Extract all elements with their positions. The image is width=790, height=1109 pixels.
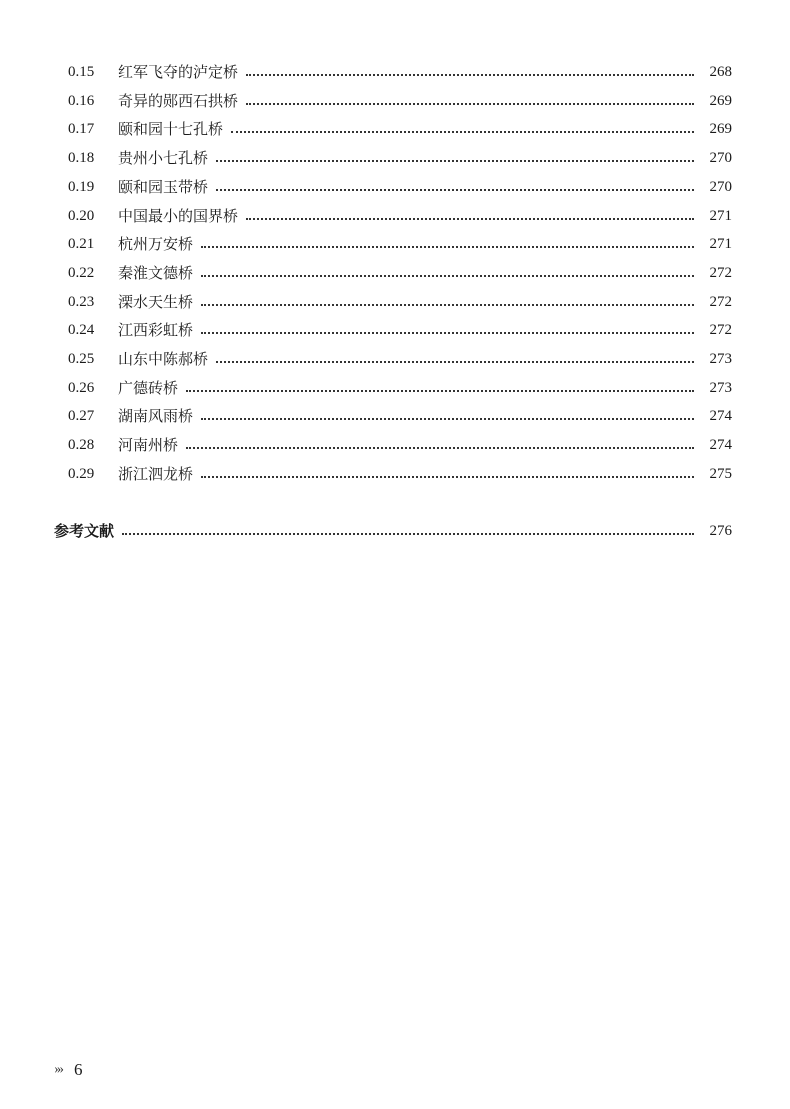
entry-title: 秦淮文德桥 xyxy=(118,263,194,282)
leader-dots xyxy=(231,131,694,133)
toc-entry[interactable] xyxy=(0,345,790,373)
toc-entry[interactable] xyxy=(0,202,790,230)
entry-page: 270 xyxy=(709,178,732,195)
leader-dots xyxy=(201,246,694,248)
leader-dots xyxy=(201,476,694,478)
entry-page: 273 xyxy=(709,379,732,396)
entry-title: 湖南风雨桥 xyxy=(118,407,194,426)
entry-title: 杭州万安桥 xyxy=(118,235,194,254)
entry-title: 溧水天生桥 xyxy=(118,292,194,311)
entry-title: 红军飞夺的泸定桥 xyxy=(118,63,239,81)
page-footer xyxy=(54,1060,83,1080)
toc-entry[interactable] xyxy=(0,259,790,287)
leader-dots xyxy=(246,218,694,220)
entry-title: 贵州小七孔桥 xyxy=(118,149,209,168)
entry-title: 河南州桥 xyxy=(118,436,179,455)
entry-title: 中国最小的国界桥 xyxy=(118,206,239,225)
leader-dots xyxy=(246,103,694,105)
leader-dots xyxy=(216,160,694,162)
leader-dots xyxy=(122,533,694,535)
toc-entry[interactable] xyxy=(0,431,790,459)
entry-number: 0.20 xyxy=(68,207,95,224)
toc-entry[interactable] xyxy=(0,402,790,430)
toc-entry[interactable] xyxy=(0,230,790,258)
entry-page: 270 xyxy=(709,150,732,167)
entry-number: 0.17 xyxy=(68,121,95,138)
entry-page: 272 xyxy=(709,264,732,281)
entry-number: 0.16 xyxy=(68,92,95,109)
entry-number: 0.21 xyxy=(68,236,95,253)
toc-entry[interactable] xyxy=(0,115,790,143)
leader-dots xyxy=(216,189,694,191)
entry-number: 0.29 xyxy=(68,465,95,482)
entry-page: 269 xyxy=(709,121,732,138)
entry-number: 0.25 xyxy=(68,351,95,367)
toc-entry[interactable] xyxy=(0,316,790,344)
entry-page: 272 xyxy=(709,322,732,339)
toc-entry[interactable] xyxy=(0,58,790,86)
leader-dots xyxy=(186,447,694,449)
toc-entry[interactable] xyxy=(0,460,790,488)
entry-title: 颐和园玉带桥 xyxy=(118,177,209,196)
chevron-right-icon: ››› xyxy=(54,1062,62,1077)
entry-number: 0.24 xyxy=(68,322,95,339)
toc-entry[interactable] xyxy=(0,87,790,115)
entry-page: 271 xyxy=(709,236,732,253)
entry-number: 0.26 xyxy=(68,379,95,396)
entry-title: 山东中陈郝桥 xyxy=(118,350,209,368)
leader-dots xyxy=(246,74,694,76)
leader-dots xyxy=(201,304,694,306)
entry-number: 0.23 xyxy=(68,293,95,310)
leader-dots xyxy=(216,361,694,363)
entry-title: 浙江泗龙桥 xyxy=(118,464,194,483)
entry-page: 274 xyxy=(709,408,732,425)
toc-entry[interactable] xyxy=(0,288,790,316)
leader-dots xyxy=(186,390,694,392)
leader-dots xyxy=(201,332,694,334)
entry-number: 0.22 xyxy=(68,264,95,281)
entry-page: 273 xyxy=(709,351,732,367)
entry-title: 奇异的郧西石拱桥 xyxy=(118,91,239,110)
leader-dots xyxy=(201,275,694,277)
entry-title: 广德砖桥 xyxy=(118,378,179,397)
entry-number: 0.27 xyxy=(68,408,95,425)
entry-number: 0.28 xyxy=(68,437,95,454)
toc-entry[interactable] xyxy=(0,374,790,402)
entry-number: 0.18 xyxy=(68,150,95,167)
entry-page: 272 xyxy=(709,293,732,310)
entry-number: 0.19 xyxy=(68,178,95,195)
entry-title: 江西彩虹桥 xyxy=(118,321,194,340)
entry-page: 275 xyxy=(709,465,732,482)
toc-entry-references[interactable] xyxy=(0,517,790,545)
entry-page: 269 xyxy=(709,92,732,109)
toc-entry[interactable] xyxy=(0,144,790,172)
toc-entry[interactable] xyxy=(0,173,790,201)
entry-number: 0.15 xyxy=(68,64,95,80)
references-title: 参考文献 xyxy=(54,522,115,540)
entry-page: 268 xyxy=(709,64,732,80)
page-number: 6 xyxy=(74,1060,83,1079)
entry-title: 颐和园十七孔桥 xyxy=(118,120,224,139)
entry-page: 271 xyxy=(709,207,732,224)
references-page: 276 xyxy=(709,523,732,539)
entry-page: 274 xyxy=(709,437,732,454)
leader-dots xyxy=(201,418,694,420)
